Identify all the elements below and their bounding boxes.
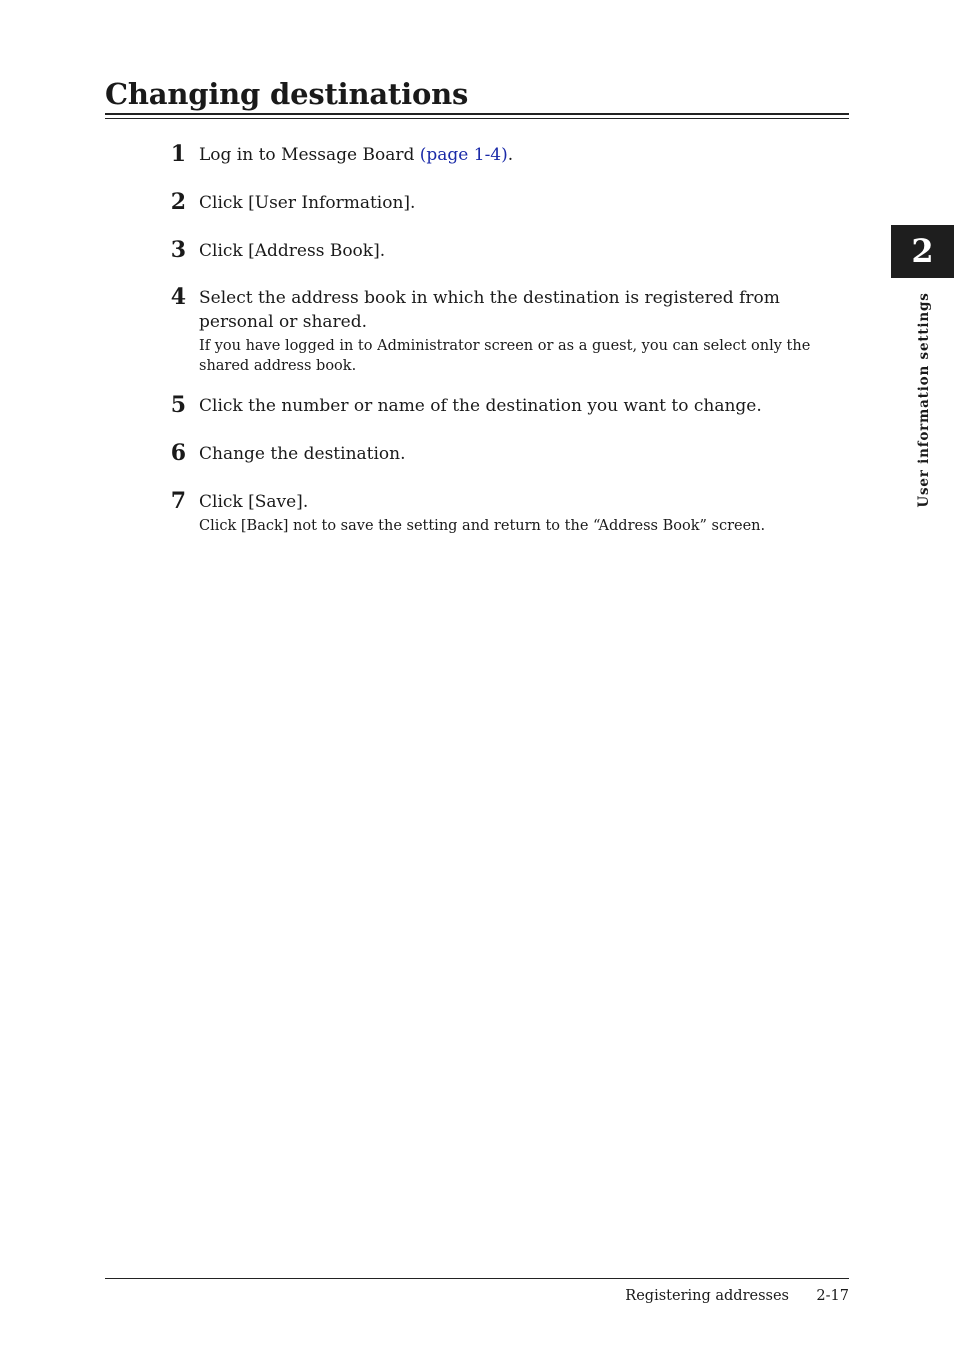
chapter-tab: 2 [891, 225, 954, 278]
step-text: Click the number or name of the destination you want to change. [199, 396, 762, 416]
footer-section: Registering addresses [625, 1288, 789, 1304]
step-text: Click [Address Book]. [199, 241, 386, 261]
step-note: Click [Back] not to save the setting and return to the “Address Book” screen. [199, 518, 766, 534]
step-number: 3 [170, 237, 186, 263]
step-1 [160, 143, 850, 167]
step-7 [160, 490, 850, 536]
step-note: If you have logged in to Administrator screen or as a guest, you can select only the shared address book. [199, 338, 811, 374]
step-text: Change the destination. [199, 444, 406, 464]
step-number: 4 [170, 284, 186, 310]
step-number: 5 [170, 392, 186, 418]
footer-rule [105, 1278, 849, 1279]
title-rule-thin [105, 118, 849, 119]
step-text: Select the address book in which the destination is registered from personal or shared. [199, 288, 780, 332]
step-4 [160, 286, 850, 376]
step-text: Click [User Information]. [199, 193, 416, 213]
step-6 [160, 442, 850, 466]
step-5 [160, 394, 850, 418]
step-number: 1 [170, 141, 186, 167]
title-rule-thick [105, 113, 849, 115]
footer-page-number: 2-17 [816, 1288, 849, 1304]
step-2 [160, 191, 850, 215]
step-3 [160, 239, 850, 263]
page-link[interactable]: (page 1-4) [419, 145, 508, 165]
step-number: 7 [170, 488, 186, 514]
step-number: 6 [170, 440, 186, 466]
page-title: Changing destinations [105, 77, 469, 111]
step-text: Log in to Message Board (page 1-4). [199, 145, 514, 165]
chapter-side-label: User information settings [916, 292, 932, 508]
step-number: 2 [170, 189, 186, 215]
step-text: Click [Save]. [199, 492, 309, 512]
